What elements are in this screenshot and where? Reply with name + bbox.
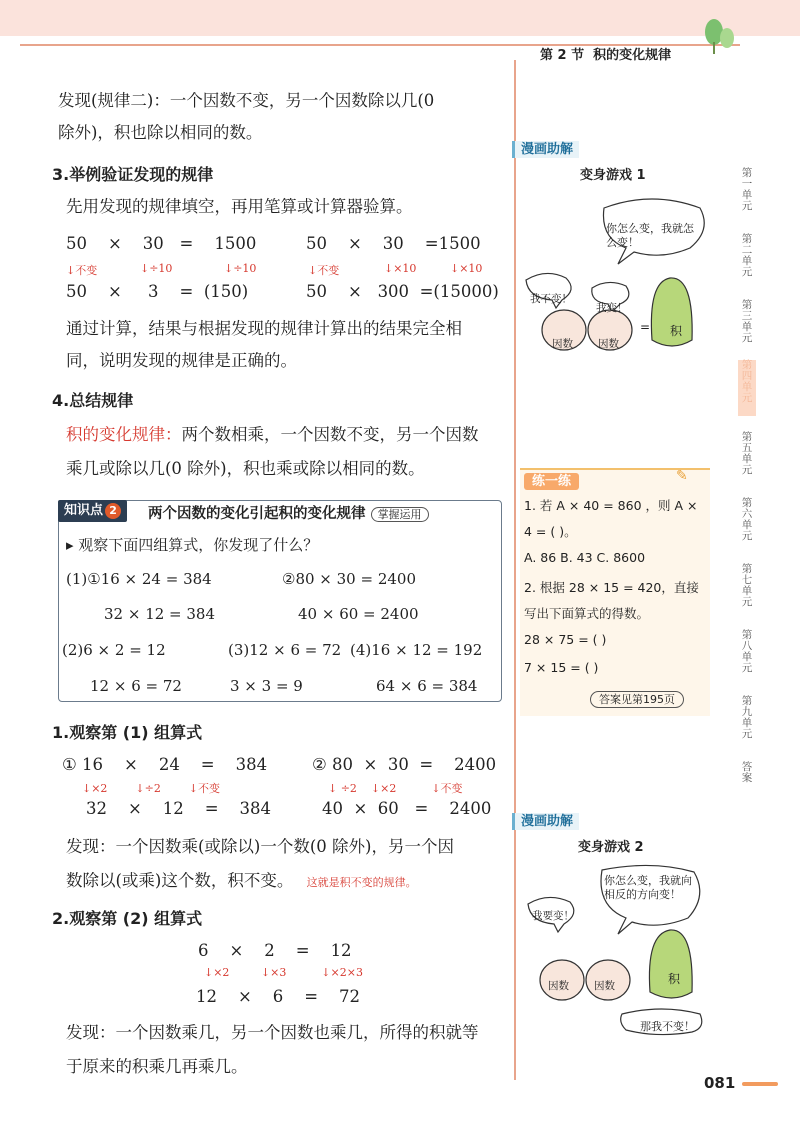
group2-eq1: (2)6 × 2 = 12 <box>62 641 166 659</box>
example2-arrow-b: ↓×10 <box>384 262 417 275</box>
heading-verify: 3.举例验证发现的规律 <box>52 165 214 184</box>
answer-reference: 答案见第195页 <box>590 688 684 707</box>
tab-unit-6[interactable]: 第六单元 <box>741 497 753 542</box>
obs1-bottom: 32 × 12 = 384 <box>86 799 272 818</box>
example2-bottom: 50 × 300 =(15000) <box>306 282 499 301</box>
group1-eq1: (1)①16 × 24 = 384 <box>66 570 212 588</box>
verify-conclusion: 通过计算，结果与根据发现的规律计算出的结果完全相 <box>66 319 462 338</box>
bubble-text-2: 我不变！ <box>530 293 572 305</box>
verify-instruction: 先用发现的规律填空，再用笔算或计算器验算。 <box>66 197 413 216</box>
group3-eq1: (3)12 × 6 = 72 <box>228 641 342 659</box>
label-product: 积 <box>670 324 683 338</box>
pencil-icon: ✎ <box>676 468 688 484</box>
group1-eq2: ②80 × 30 = 2400 <box>282 570 417 588</box>
obs2-bottom: 40 × 60 = 2400 <box>322 799 492 818</box>
question2-item2: 7 × 15 = ( ) <box>524 660 599 675</box>
group4-eq1: (4)16 × 12 = 192 <box>350 641 483 659</box>
tab-answers[interactable]: 答案 <box>741 761 753 784</box>
example1-arrow-b: ↓÷10 <box>140 262 173 275</box>
bubble-text-3: 我变！ <box>596 302 628 314</box>
obs2-arrows: ↓ ÷2 ↓×2 ↓不变 <box>328 782 463 795</box>
tab-unit-5[interactable]: 第五单元 <box>741 431 753 476</box>
obs1-arrows: ↓×2 ↓÷2 ↓不变 <box>82 782 221 795</box>
example1-bottom: 50 × 3 = (150) <box>66 282 249 301</box>
comic1-badge: 漫画助解 <box>512 138 579 157</box>
question2-item1: 28 × 75 = ( ) <box>524 632 607 647</box>
tab-unit-4[interactable]: 第四单元 <box>738 360 756 416</box>
group2-eq2: 12 × 6 = 72 <box>90 677 182 695</box>
question1: 1. 若 A × 40 = 860 ，则 A × <box>524 498 698 513</box>
example2-arrow-c: ↓×10 <box>450 262 483 275</box>
practice-badge: 练一练 <box>524 470 579 489</box>
knowledge-point-box <box>58 500 502 702</box>
page-number-accent <box>742 1082 778 1086</box>
comic2-title: 变身游戏 2 <box>578 840 644 855</box>
discovery-constant: 发现：一个因数乘(或除以)一个数(0 除外)，另一个因 <box>66 837 454 856</box>
discovery-multiply-cont: 于原来的积乘几再乘几。 <box>66 1057 248 1076</box>
rule-summary-cont: 乘几或除以几(0 除外)，积也乘或除以相同的数。 <box>66 459 425 478</box>
bubble-text-1: 你怎么变，我就怎么变！ <box>606 222 694 249</box>
label-product-2: 积 <box>668 972 681 986</box>
rule-summary: 积的变化规律：两个数相乘，一个因数不变，另一个因数 <box>66 425 479 444</box>
heading-observe1: 1.观察第 (1) 组算式 <box>52 723 203 742</box>
label-factor-d: 因数 <box>548 980 569 992</box>
column-divider <box>514 60 516 1080</box>
example1-arrow-a: ↓不变 <box>66 264 98 277</box>
tab-unit-2[interactable]: 第二单元 <box>741 233 753 278</box>
example2-arrow-a: ↓不变 <box>308 264 340 277</box>
label-factor-a: 因数 <box>552 338 573 350</box>
handwritten-note: 这就是积不变的规律。 <box>306 876 417 889</box>
comic2-badge: 漫画助解 <box>512 810 579 829</box>
example2-top: 50 × 30 =1500 <box>306 234 481 253</box>
verify-conclusion-cont: 同，说明发现的规律是正确的。 <box>66 351 297 370</box>
group3-eq2: 3 × 3 = 9 <box>230 677 303 695</box>
discovery-rule2: 发现(规律二)：一个因数不变，另一个因数除以几(0 <box>58 91 435 110</box>
mastery-tag: 掌握运用 <box>371 507 429 522</box>
obs1-top: ① 16 × 24 = 384 <box>62 755 268 774</box>
group1-eq3: 32 × 12 = 384 <box>104 605 216 623</box>
equals-sign: = <box>640 320 651 334</box>
knowledge-point-title: 两个因数的变化引起积的变化规律 掌握运用 <box>148 502 429 523</box>
section-title: 第 2 节 积的变化规律 <box>540 48 672 63</box>
knowledge-point-badge: 知识点 2 <box>58 500 127 522</box>
discovery-multiply: 发现：一个因数乘几，另一个因数也乘几，所得的积就等 <box>66 1023 479 1042</box>
example1-top: 50 × 30 = 1500 <box>66 234 257 253</box>
tab-unit-7[interactable]: 第七单元 <box>741 563 753 608</box>
obs3-top: 6 × 2 = 12 <box>198 941 352 960</box>
tab-unit-1[interactable]: 第一单元 <box>741 167 753 212</box>
tab-unit-3[interactable]: 第三单元 <box>741 299 753 344</box>
obs3-arrows: ↓×2 ↓×3 ↓×2×3 <box>204 966 363 979</box>
observe-question: ▸ 观察下面四组算式，你发现了什么？ <box>66 536 319 554</box>
label-factor-b: 因数 <box>598 338 619 350</box>
group4-eq2: 64 × 6 = 384 <box>376 677 478 695</box>
obs3-bottom: 12 × 6 = 72 <box>196 987 361 1006</box>
question1-options: A. 86 B. 43 C. 8600 <box>524 550 646 565</box>
header-band <box>0 0 800 36</box>
example1-arrow-c: ↓÷10 <box>224 262 257 275</box>
discovery-constant-cont: 数除以(或乘)这个数，积不变。 这就是积不变的规律。 <box>66 871 417 890</box>
question2-instruction: 写出下面算式的得数。 <box>524 606 650 621</box>
comic1-title: 变身游戏 1 <box>580 168 646 183</box>
tree-icon <box>702 18 736 54</box>
label-factor-e: 因数 <box>594 980 615 992</box>
question2: 2. 根据 28 × 15 = 420，直接 <box>524 580 699 595</box>
page-number: 081 <box>704 1074 736 1092</box>
bubble-text-4: 你怎么变，我就向相反的方向变！ <box>604 874 692 901</box>
discovery-rule2-cont: 除外)，积也除以相同的数。 <box>58 123 263 142</box>
rule-label: 积的变化规律： <box>66 425 182 444</box>
tab-unit-8[interactable]: 第八单元 <box>741 629 753 674</box>
bubble-text-6: 那我不变！ <box>640 1020 695 1033</box>
bubble-text-5: 我要变！ <box>532 910 574 922</box>
group1-eq4: 40 × 60 = 2400 <box>298 605 419 623</box>
obs2-top: ② 80 × 30 = 2400 <box>312 755 497 774</box>
heading-summary: 4.总结规律 <box>52 391 134 410</box>
tab-unit-9[interactable]: 第九单元 <box>741 695 753 740</box>
heading-observe2: 2.观察第 (2) 组算式 <box>52 909 203 928</box>
question1-blank: 4 = ( )。 <box>524 524 577 539</box>
